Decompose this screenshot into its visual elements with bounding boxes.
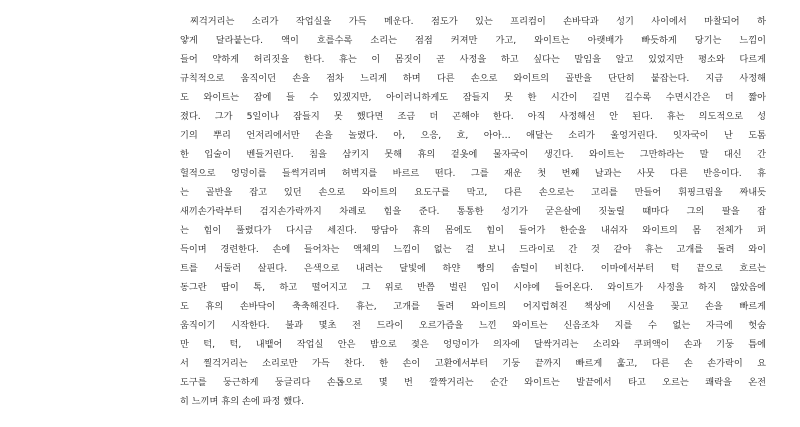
- text-line: 헐적으로 엉덩이를 들썩거리며 허벅지를 바르르 떤다. 그를 재운 첫 번째 날과는 사뭇 다른 반응이다. 휴: [180, 168, 766, 179]
- text-line: 한 입술이 벤들거린다. 침을 삼키지 못해 휴의 겉옷에 물자국이 생긴다. 와이트는 그만하라는 말 대신 간: [180, 149, 766, 160]
- text-line: 동그란 땀이 톡, 하고 떨어지고 그 위로 반쯤 벌린 입이 시야에 들어온다. 와이트가 사정을 하지 않았음에: [180, 282, 766, 293]
- text-line: 서 찔걱거리는 소리로만 가득 찬다. 한 손이 고환에서부터 기둥 끝까지 빠르게 훑고, 다른 손 손가락이 요: [180, 358, 766, 369]
- text-line: 도구를 둥근하게 둥글리다 손톱으로 몇 번 깔짝거리는 순간 와이트는 발끝에서 타고 오르는 쾌락을 온전: [180, 377, 766, 388]
- text-line: 트를 서둘러 살핀다. 은색으로 내려는 달빛에 하얀 빵의 솜털이 비친다. 이마에서부터 턱 끝으로 흐르는: [180, 263, 766, 274]
- text-line: 만 턱, 턱, 내뱉어 작업실 안은 밤으로 젖은 엉덩이가 의자에 달싹거리는 소리와 쿠퍼액이 손과 기둥 틈에: [180, 339, 766, 350]
- text-line: 새끼손가락부터 검지손가락까지 차례로 힘을 준다. 통통한 성기가 굳은살에 짓눌릴 때마다 그의 팔을 잡: [180, 206, 766, 217]
- document-page: [180, 12, 766, 411]
- text-line: 도 와이트는 잠에 들 수 있겠지만, 아이러니하게도 잠들지 못 한 시간이 길면 길수록 수면시간은 더 짧아: [180, 92, 766, 103]
- text-line: 움직이기 시작한다. 불과 몇초 전 드라이 오르가즘을 느낀 와이트는 신음조차 지를 수 없는 자극에 헛숨: [180, 320, 766, 331]
- text-line: 얗게 달라붙는다. 액이 흐를수록 소리는 점점 커져만 가고, 와이트는 아랫배가 빠듯하게 당기는 느낌이: [180, 35, 766, 46]
- text-line: 규칙적으로 움직이던 손을 점차 느리게 하며 다른 손으로 와이트의 골반을 단단히 붙잡는다. 지금 사정해: [180, 73, 766, 84]
- text-line: 기의 뿌리 언저리에서만 손을 놀렸다. 아, 으응, 흐, 아아… 애달는 소리가 울엉거린다. 잇자국이 난 도톰: [180, 130, 766, 141]
- text-line: 는 힘이 풀렸다가 다시금 세진다. 땅담아 휴의 몸에도 힘이 들어가 한순을 내쉬자 와이트의 몸 전체가 퍼: [180, 225, 766, 236]
- text-line: 찌걱거리는 소리가 작업실을 가득 메운다. 점도가 있는 프리컴이 손바닥과 성기 사이에서 마찰되어 하: [190, 16, 766, 27]
- text-line: 졌다. 그가 5일이나 잠들지 못 했다면 조금 더 곤해야 한다. 아직 사정해선 안 된다. 휴는 의도적으로 성: [180, 111, 766, 122]
- text-line: 득이며 경련한다. 손에 들어차는 액체의 느낌이 없는 걸 보니 드라이로 간 것 같아 휴는 고개를 돌려 와이: [180, 244, 766, 255]
- text-line: 들어 약하게 허리짓을 한다. 휴는 이 몸짓이 곧 사정을 하고 싶다는 말임을 알고 있었지만 평소와 다르게: [180, 54, 766, 65]
- text-line: 도 휴의 손바닥이 축축해진다. 휴는, 고개를 돌려 와이트의 어지럽혀진 책상에 시선을 꽂고 손을 빠르게: [180, 301, 766, 312]
- text-line: 히 느끼며 휴의 손에 파정 했다.: [180, 396, 305, 407]
- text-line: 는 골반을 잡고 있던 손으로 와이트의 요도구를 막고, 다른 손으로는 고리를 만들어 휘핑크림을 짜내듯: [180, 187, 766, 198]
